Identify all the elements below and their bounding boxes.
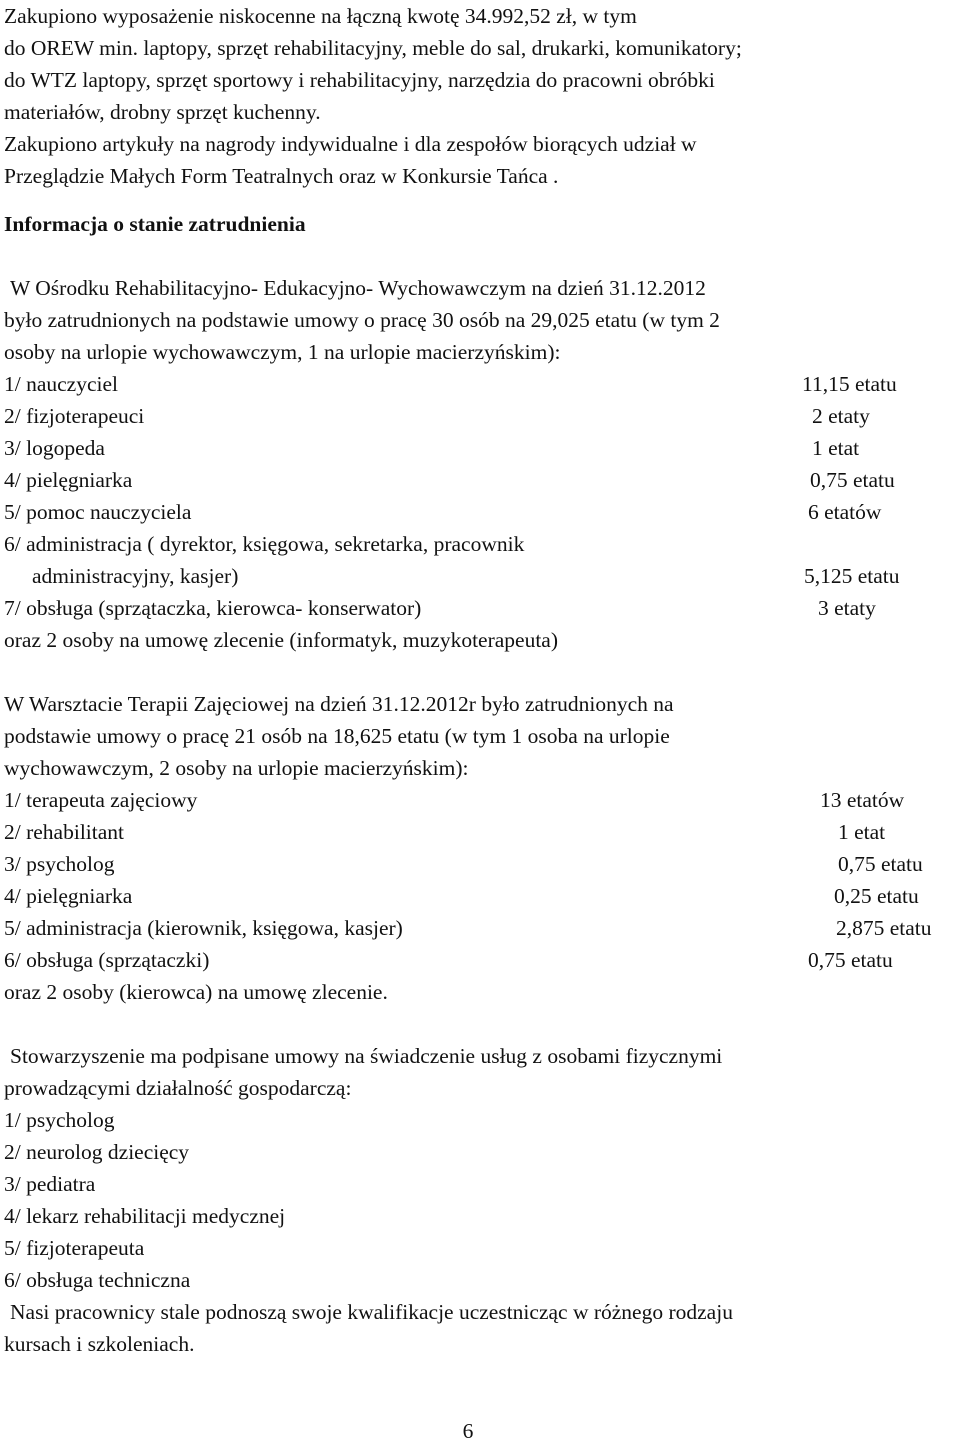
orew-section (4, 272, 956, 656)
intro-line: Zakupiono artykuły na nagrody indywidualne i dla zespołów biorących udział w (4, 132, 697, 156)
intro-line: do OREW min. laptopy, sprzęt rehabilitacyjny, meble do sal, drukarki, komunikatory; (4, 36, 742, 60)
position-value: 1 etat (812, 436, 860, 460)
position-label: 5/ administracja (kierownik, księgowa, kasjer) (4, 916, 403, 940)
wtz-tail: oraz 2 osoby (kierowca) na umowę zlecenie. (4, 980, 388, 1004)
wtz-row (4, 880, 956, 912)
orew-lead-line: było zatrudnionych na podstawie umowy o pracę 30 osób na 29,025 etatu (w tym 2 (4, 308, 720, 332)
position-label: 2/ rehabilitant (4, 820, 125, 844)
contract-item: 5/ fizjoterapeuta (4, 1236, 145, 1260)
wtz-row (4, 816, 956, 848)
position-label: 2/ fizjoterapeuci (4, 404, 145, 428)
closing-line: kursach i szkoleniach. (4, 1332, 195, 1356)
orew-lead-line: W Ośrodku Rehabilitacyjno- Edukacyjno- Wychowawczym na dzień 31.12.2012 (10, 276, 706, 300)
position-value: 3 etaty (818, 596, 876, 620)
orew-lead-line: osoby na urlopie wychowawczym, 1 na urlopie macierzyńskim): (4, 340, 561, 364)
wtz-row (4, 784, 956, 816)
position-value: 0,75 etatu (810, 468, 895, 492)
intro-line: Zakupiono wyposażenie niskocenne na łączną kwotę 34.992,52 zł, w tym (4, 4, 637, 28)
contract-item: 6/ obsługa techniczna (4, 1268, 191, 1292)
contracts-lead-line: Stowarzyszenie ma podpisane umowy na świadczenie usług z osobami fizycznymi (10, 1044, 723, 1068)
position-value: 0,75 etatu (808, 948, 893, 972)
orew-row (4, 592, 956, 624)
position-label: 3/ psycholog (4, 852, 115, 876)
contracts-lead-line: prowadzącymi działalność gospodarczą: (4, 1076, 352, 1100)
position-label: 3/ logopeda (4, 436, 105, 460)
position-value: 1 etat (838, 820, 886, 844)
position-value: 2,875 etatu (836, 916, 932, 940)
contract-item: 3/ pediatra (4, 1172, 96, 1196)
intro-paragraph (4, 0, 956, 192)
wtz-lead-line: W Warsztacie Terapii Zajęciowej na dzień 31.12.2012r było zatrudnionych na (4, 692, 674, 716)
wtz-lead-line: podstawie umowy o pracę 21 osób na 18,625 etatu (w tym 1 osoba na urlopie (4, 724, 670, 748)
position-label: 1/ terapeuta zajęciowy (4, 788, 198, 812)
orew-row (4, 496, 956, 528)
text-column (4, 0, 956, 1360)
contract-item: 1/ psycholog (4, 1108, 115, 1132)
wtz-lead-line: wychowawczym, 2 osoby na urlopie macierzyńskim): (4, 756, 469, 780)
contracts-section (4, 1040, 956, 1360)
position-value: 6 etatów (808, 500, 882, 524)
position-value: 0,75 etatu (838, 852, 923, 876)
wtz-row (4, 848, 956, 880)
position-value: 0,25 etatu (834, 884, 919, 908)
position-label: 7/ obsługa (sprzątaczka, kierowca- konserwator) (4, 596, 422, 620)
position-label: 6/ obsługa (sprzątaczki) (4, 948, 210, 972)
position-value: 2 etaty (812, 404, 870, 428)
position-value: 11,15 etatu (802, 372, 897, 396)
orew-row (4, 464, 956, 496)
intro-line: materiałów, drobny sprzęt kuchenny. (4, 100, 321, 124)
intro-line: do WTZ laptopy, sprzęt sportowy i rehabilitacyjny, narzędzia do pracowni obróbki (4, 68, 715, 92)
orew-tail: oraz 2 osoby na umowę zlecenie (informatyk, muzykoterapeuta) (4, 628, 559, 652)
contract-item: 4/ lekarz rehabilitacji medycznej (4, 1204, 286, 1228)
page-number: 6 (462, 1419, 474, 1443)
position-label: 6/ administracja ( dyrektor, księgowa, sekretarka, pracownik (4, 532, 525, 556)
section-heading: Informacja o stanie zatrudnienia (4, 212, 306, 236)
wtz-row (4, 944, 956, 976)
position-label: 4/ pielęgniarka (4, 884, 133, 908)
position-label: 1/ nauczyciel (4, 372, 119, 396)
contract-item: 2/ neurolog dziecięcy (4, 1140, 190, 1164)
orew-row (4, 560, 956, 592)
orew-row (4, 400, 956, 432)
wtz-section (4, 688, 956, 1008)
position-value: 13 etatów (820, 788, 905, 812)
position-value: 5,125 etatu (804, 564, 900, 588)
closing-line: Nasi pracownicy stale podnoszą swoje kwalifikacje uczestnicząc w różnego rodzaju (10, 1300, 733, 1324)
position-label: 4/ pielęgniarka (4, 468, 133, 492)
position-label: 5/ pomoc nauczyciela (4, 500, 192, 524)
orew-row (4, 368, 956, 400)
wtz-row (4, 912, 956, 944)
position-label: administracyjny, kasjer) (32, 564, 239, 588)
intro-line: Przeglądzie Małych Form Teatralnych oraz w Konkursie Tańca . (4, 164, 559, 188)
orew-row (4, 432, 956, 464)
orew-row (4, 528, 956, 560)
